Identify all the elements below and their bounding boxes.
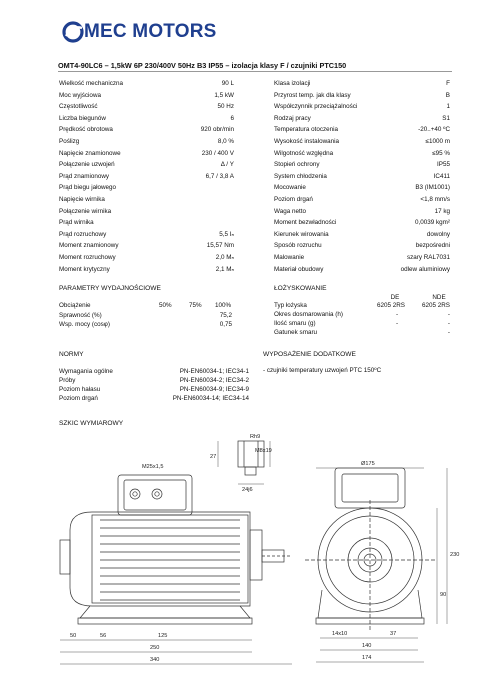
- spec-row: [59, 218, 234, 228]
- spec-row: [59, 125, 234, 135]
- dim-24j6: 24j6: [242, 487, 253, 493]
- logo-text: MEC MOTORS: [84, 21, 217, 42]
- spec-value: bezpośredni: [415, 242, 450, 250]
- spec-value: 0,0039 kgm²: [414, 219, 450, 227]
- spec-label: Wielkość mechaniczna: [59, 80, 124, 87]
- spec-row: [274, 218, 450, 228]
- spec-row: [274, 91, 450, 101]
- spec-row: [59, 160, 234, 170]
- terminal-box: [118, 475, 192, 515]
- efficiency-heading: PARAMETRY WYDAJNOŚCIOWE: [59, 285, 161, 292]
- extras-item: - czujniki temperatury uzwojeń PTC 150ºC: [263, 367, 382, 374]
- spec-value: 6,7 / 3,8 A: [205, 172, 234, 180]
- dim-125: 125: [158, 633, 168, 639]
- spec-row: [274, 195, 450, 205]
- spec-label: Prąd biegu jałowego: [59, 184, 117, 192]
- keyway-detail: [238, 441, 264, 475]
- spec-label: Wysokość instalowania: [274, 138, 340, 145]
- spec-label: Kierunek wirowania: [274, 230, 329, 238]
- spec-row: [274, 102, 450, 112]
- bearing-row-nde: 6205 2RS: [421, 302, 450, 309]
- spec-row: [274, 230, 450, 240]
- spec-label: Waga netto: [274, 207, 306, 215]
- dim-230: 230: [450, 552, 460, 558]
- bearings-heading: ŁOŻYSKOWANIE: [274, 285, 327, 292]
- company-logo: [62, 20, 222, 46]
- bearing-row-label: Okres dosmarowania (h): [274, 311, 343, 318]
- spec-label: Moment krytyczny: [59, 265, 110, 273]
- bearing-row-nde: -: [447, 311, 450, 318]
- bearing-row-nde: -: [447, 329, 450, 336]
- spec-label: Klasa izolacji: [274, 80, 311, 87]
- motor-body: [60, 512, 292, 624]
- spec-row: [59, 114, 234, 124]
- spec-label: Stopień ochrony: [274, 161, 320, 169]
- spec-row: [59, 183, 234, 193]
- spec-label: Moment rozruchowy: [59, 254, 116, 261]
- spec-value: ≤95 %: [432, 149, 450, 157]
- spec-label: Napięcie znamionowe: [59, 149, 121, 157]
- bearing-row-de: -: [395, 320, 399, 327]
- bearing-col-de: DE: [390, 294, 400, 301]
- dim-14x10: 14x10: [332, 631, 348, 637]
- spec-label: Materiał obudowy: [274, 265, 324, 273]
- bearing-row-label: Ilość smaru (g): [274, 320, 316, 327]
- spec-label: Prąd wirnika: [59, 219, 94, 227]
- spec-value: odlew aluminiowy: [400, 265, 450, 273]
- spec-row: [274, 241, 450, 251]
- norm-value: PN-EN60034-2; IEC34-2: [179, 377, 249, 384]
- spec-value: 15,57 Nm: [206, 242, 234, 250]
- spec-value: IP55: [437, 161, 450, 169]
- spec-label: Moc wyjściowa: [59, 91, 101, 99]
- dim-340: 340: [150, 657, 160, 663]
- spec-label: Wilgotność względna: [274, 149, 334, 157]
- spec-label: Prędkość obrotowa: [59, 126, 113, 134]
- spec-row: [59, 230, 234, 240]
- dim-50: 50: [70, 633, 77, 639]
- norm-value: PN-EN60034-9; IEC34-9: [179, 386, 249, 393]
- spec-value: dowolny: [426, 230, 450, 238]
- drawing-heading: SZKIC WYMIAROWY: [59, 420, 124, 427]
- spec-row: [59, 91, 234, 101]
- spec-value: szary RAL7031: [406, 254, 450, 261]
- dim-m8x19: M8x19: [255, 448, 272, 454]
- spec-value: <1,8 mm/s: [420, 196, 450, 203]
- spec-row: [274, 160, 450, 170]
- dimension-lines: [60, 441, 447, 664]
- spec-label: Temperatura otoczenia: [274, 126, 339, 134]
- spec-row: [274, 172, 450, 182]
- spec-row: [274, 149, 450, 159]
- spec-label: Sposób rozruchu: [274, 242, 322, 250]
- spec-value: 2,0 Mₙ: [215, 254, 234, 261]
- spec-value: 6: [230, 114, 234, 122]
- spec-label: Częstotliwość: [59, 103, 98, 111]
- spec-row: [274, 137, 450, 147]
- bearing-row-nde: -: [447, 320, 450, 327]
- spec-label: Połączenie uzwojeń: [59, 161, 115, 169]
- spec-row: [274, 79, 450, 89]
- spec-label: Poślizg: [59, 138, 80, 145]
- spec-value: 230 / 400 V: [201, 149, 234, 157]
- spec-row: [274, 253, 450, 263]
- spec-value: 920 obr/min: [200, 126, 234, 134]
- norm-label: Próby: [59, 377, 76, 384]
- dim-27: 27: [210, 454, 217, 460]
- spec-row: [59, 265, 234, 275]
- spec-row: [59, 102, 234, 112]
- spec-value: 50 Hz: [217, 103, 234, 111]
- spec-label: Moment znamionowy: [59, 242, 119, 250]
- eff-row-label: Obciążenie: [59, 302, 91, 309]
- dim-m25: M25x1,5: [142, 464, 164, 470]
- spec-row: [274, 265, 450, 275]
- norm-value: PN-EN60034-1; IEC34-1: [179, 368, 249, 375]
- norm-row: [59, 394, 249, 404]
- norms-heading: NORMY: [59, 351, 84, 358]
- spec-value: -20..+40 ºC: [418, 126, 450, 134]
- dim-140: 140: [362, 643, 372, 649]
- motor-end-view: [305, 468, 435, 630]
- dim-90: 90: [440, 592, 447, 598]
- spec-label: Napięcie wirnika: [59, 196, 105, 203]
- eff-col-75: 75%: [189, 302, 202, 309]
- spec-row: [59, 195, 234, 205]
- spec-value: Δ / Y: [220, 161, 234, 169]
- bearing-row-label: Gatunek smaru: [274, 329, 318, 336]
- spec-row: [59, 253, 234, 263]
- logo-ring-icon: [62, 21, 84, 43]
- spec-row: [59, 137, 234, 147]
- eff-col-100: 100%: [215, 302, 232, 309]
- spec-label: Przyrost temp. jak dla klasy: [274, 91, 351, 99]
- spec-value: 1: [446, 103, 450, 111]
- spec-label: Malowanie: [274, 254, 305, 261]
- eff-col-50: 50%: [159, 302, 172, 309]
- norm-value: PN-EN60034-14; IEC34-14: [172, 395, 249, 402]
- bearing-row-de: -: [395, 311, 399, 318]
- spec-label: Połączenie wirnika: [59, 207, 112, 215]
- spec-row: [274, 183, 450, 193]
- eff-row-label: Sprawność (%): [59, 312, 102, 319]
- spec-row: [274, 114, 450, 124]
- spec-value: ≤1000 m: [425, 138, 450, 145]
- eff-row-value: 0,75: [219, 321, 232, 328]
- norm-label: Poziom hałasu: [59, 386, 101, 393]
- spec-label: Współczynnik przeciążalności: [274, 103, 358, 111]
- spec-label: Liczba biegunów: [59, 114, 106, 122]
- bearing-row-label: Typ łożyska: [274, 302, 307, 309]
- spec-label: Rodzaj pracy: [274, 114, 311, 122]
- spec-value: 1,5 kW: [214, 91, 234, 99]
- spec-row: [274, 207, 450, 217]
- spec-row: [59, 172, 234, 182]
- dim-174: 174: [362, 655, 372, 661]
- dim-56: 56: [100, 633, 107, 639]
- spec-value: S1: [442, 114, 450, 122]
- spec-value: B3 (IM1001): [415, 184, 450, 192]
- spec-value: IC411: [433, 172, 450, 180]
- spec-label: System chłodzenia: [274, 172, 327, 180]
- norm-label: Poziom drgań: [59, 395, 98, 402]
- dimension-drawing: [0, 425, 494, 699]
- spec-label: Moment bezwładności: [274, 219, 337, 227]
- spec-row: [274, 125, 450, 135]
- spec-row: [59, 79, 234, 89]
- spec-value: 5,5 Iₙ: [219, 230, 234, 238]
- spec-value: 8,0 %: [217, 138, 234, 145]
- extras-heading: WYPOSAŻENIE DODATKOWE: [263, 351, 356, 358]
- title-divider: [58, 71, 452, 72]
- bearing-row-de: 6205 2RS: [376, 302, 405, 309]
- spec-value: 17 kg: [434, 207, 450, 215]
- spec-label: Prąd znamionowy: [59, 172, 110, 180]
- spec-label: Prąd rozruchowy: [59, 230, 107, 238]
- dim-250: 250: [150, 645, 160, 651]
- spec-label: Poziom drgań: [274, 196, 313, 203]
- dim-rh9: Rh9: [250, 434, 261, 440]
- spec-row: [59, 241, 234, 251]
- spec-value: B: [445, 91, 450, 99]
- norm-label: Wymagania ogólne: [59, 368, 113, 375]
- eff-row-label: Wsp. mocy (cosφ): [59, 321, 110, 328]
- spec-label: Mocowanie: [274, 184, 306, 192]
- spec-value: 2,1 Mₙ: [215, 265, 234, 273]
- spec-value: F: [446, 80, 450, 87]
- bearing-col-nde: NDE: [432, 294, 446, 301]
- spec-row: [59, 207, 234, 217]
- dim-phi175: Ø175: [361, 461, 375, 467]
- document-title: OMT4-90LC6 – 1,5kW 6P 230/400V 50Hz B3 IP55 – izolacja klasy F / czujniki PTC150: [58, 61, 347, 70]
- spec-value: 90 L: [221, 80, 234, 87]
- spec-row: [59, 149, 234, 159]
- dim-37: 37: [390, 631, 397, 637]
- eff-row-value: 75,2: [219, 312, 232, 319]
